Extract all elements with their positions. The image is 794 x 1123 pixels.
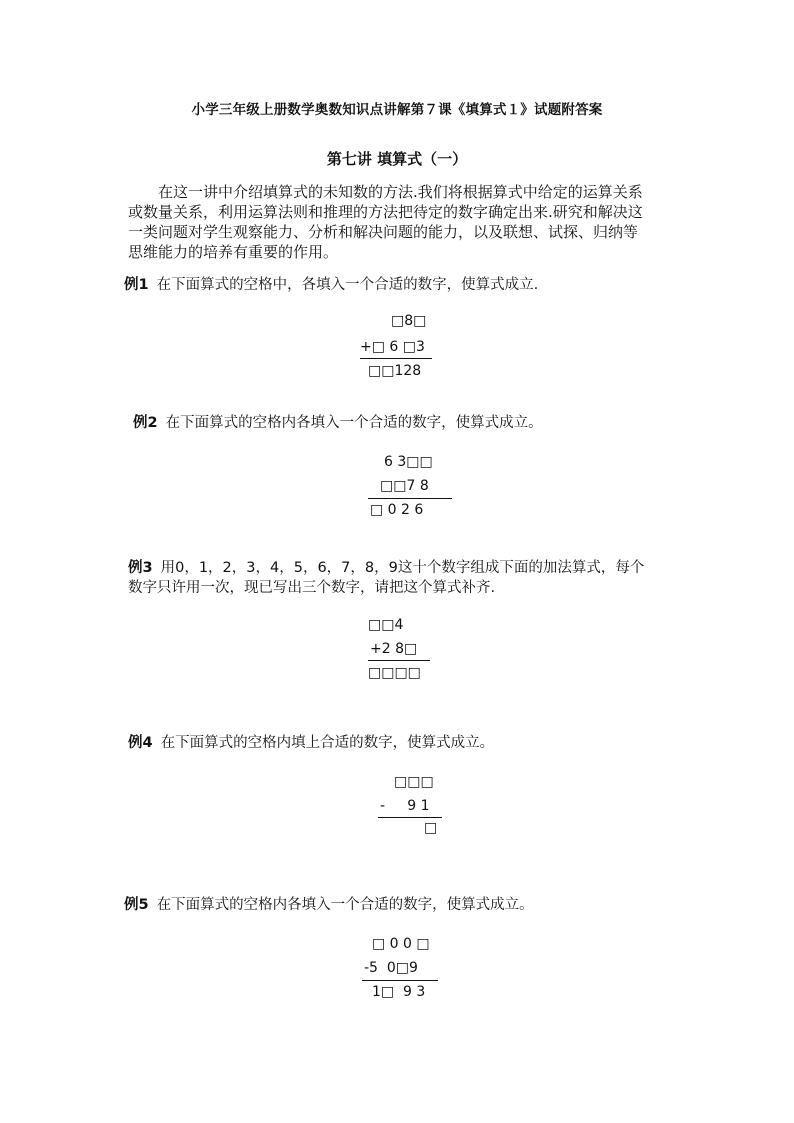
example-text: 在下面算式的空格内各填入一个合适的数字，使算式成立。 — [165, 415, 543, 431]
sum-rule — [368, 498, 452, 499]
example-label: 例2 — [133, 415, 158, 431]
difference-rule — [362, 980, 438, 981]
intro-line: 一类问题对学生观察能力、分析和解决问题的能力，以及联想、试探、归纳等 — [128, 223, 639, 241]
sum-rule — [360, 358, 432, 359]
intro-line: 思维能力的培养有重要的作用。 — [128, 243, 339, 261]
subtrahend-row[interactable]: - 9 1 — [380, 798, 430, 814]
example-2-question — [133, 413, 543, 433]
result-row[interactable]: □□128 — [368, 363, 422, 379]
intro-line: 或数量关系，利用运算法则和推理的方法把待定的数字确定出来.研究和解决这 — [128, 203, 643, 221]
result-row[interactable]: □□□□ — [368, 665, 421, 681]
example-text: 在下面算式的空格内填上合适的数字，使算式成立。 — [160, 735, 495, 751]
example-label: 例3 — [128, 560, 153, 576]
addend-row[interactable]: +2 8□ — [370, 641, 418, 657]
addend-row[interactable]: □□4 — [368, 617, 404, 633]
example-text: 数字只许用一次，现已写出三个数字，请把这个算式补齐. — [128, 580, 496, 596]
example-text: 在下面算式的空格内各填入一个合适的数字，使算式成立。 — [156, 897, 534, 913]
example-label: 例5 — [124, 897, 149, 913]
difference-rule — [378, 817, 442, 818]
addend-row[interactable]: +□ 6 □3 — [360, 339, 425, 355]
example-3-question — [128, 558, 644, 598]
example-label: 例4 — [128, 735, 153, 751]
sum-rule — [368, 660, 430, 661]
addend-row[interactable]: □□7 8 — [380, 478, 429, 494]
example-4-question — [128, 733, 494, 753]
intro-line: 在这一讲中介绍填算式的未知数的方法.我们将根据算式中给定的运算关系 — [158, 183, 643, 201]
example-text: 用0，1，2，3，4，5，6，7，8，9这十个数字组成下面的加法算式，每个 — [160, 560, 645, 576]
subtrahend-row[interactable]: -5 0□9 — [364, 960, 418, 976]
result-row[interactable]: □ — [424, 820, 438, 836]
minuend-row[interactable]: □□□ — [394, 774, 434, 790]
example-text: 在下面算式的空格中，各填入一个合适的数字，使算式成立. — [156, 277, 539, 293]
example-label: 例1 — [124, 277, 149, 293]
document-title: 小学三年级上册数学奥数知识点讲解第７课《填算式１》试题附答案 — [191, 102, 603, 118]
example-5-question — [124, 895, 534, 915]
intro-paragraph — [128, 182, 668, 262]
addend-row[interactable]: 6 3□□ — [384, 454, 433, 470]
minuend-row[interactable]: □ 0 0 □ — [372, 936, 430, 952]
addend-row[interactable]: □8□ — [391, 313, 427, 329]
example-1-question — [124, 275, 538, 295]
lecture-heading: 第七讲 填算式（一） — [326, 150, 468, 168]
result-row[interactable]: □ 0 2 6 — [370, 502, 424, 518]
result-row[interactable]: 1□ 9 3 — [372, 984, 426, 1000]
